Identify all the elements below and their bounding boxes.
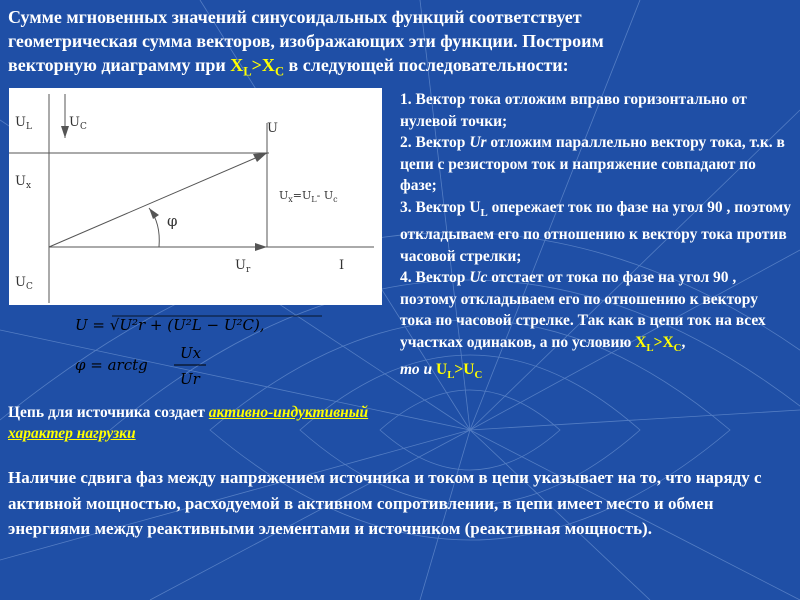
step-3: 3. Вектор $U_L$ опережает ток по фазе на угол 90 , поэтому откладываем его по отношению к вектору тока против часовой стрелки;	[400, 198, 791, 265]
formulas	[60, 308, 350, 394]
label-ux-equation: $U_x=U_L-$ $U_c$	[279, 189, 338, 204]
heading-line-1: Сумме мгновенных значений синусоидальных функций соответствует	[8, 7, 582, 27]
label-uc-top: $U_C$	[69, 115, 87, 132]
label-ux: $U_x$	[15, 174, 32, 191]
heading-line-3-end: в следующей последовательности:	[284, 55, 569, 75]
heading-line-2: геометрическая сумма векторов, изображающих эти функции. Построим	[8, 31, 604, 51]
label-uc-bottom: $U_C$	[15, 275, 33, 292]
bottom-paragraph: Наличие сдвига фаз между напряжением источника и током в цепи указывает на то, что наряду с активной мощностью, расходуемой в активном сопротивлении, в цепи имеет место и обмен энергиями между реактивными элементами и источником (реактивная мощность).	[8, 468, 762, 538]
label-ul: $U_L$	[15, 115, 32, 132]
steps-list	[400, 89, 792, 387]
label-phi: φ	[167, 212, 178, 230]
page-heading	[8, 5, 793, 84]
heading-line-3: векторную диаграмму при	[8, 55, 231, 75]
formula-phi-denominator: Ur	[180, 370, 200, 388]
step-2: 2. Вектор Ur отложим параллельно вектору тока, т.к. в цепи с резистором ток и напряжение совпадают по фазе;	[400, 134, 785, 194]
label-i: I	[339, 258, 345, 273]
load-character-note: Цепь для источника создает активно-индуктивный характер нагрузки	[8, 404, 369, 442]
formula-phi-numerator: Ux	[180, 344, 202, 362]
load-character-highlight: активно-индуктивный характер нагрузки	[8, 404, 369, 442]
step-1: 1. Вектор тока отложим вправо горизонтально от нулевой точки;	[400, 91, 747, 130]
heading-condition: $X_L>X_C$	[230, 55, 285, 79]
vector-diagram	[9, 88, 382, 305]
step-4: 4. Вектор Uc отстает от тока по фазе на угол 90 , поэтому откладываем его по отношению к вектору тока по часовой стрелке. Так как в цепи ток на всех участках одинаков, а по условию $X_L>X_C$, то и $U_L>U_C$	[400, 269, 766, 382]
formula-u: U = √U²r + (U²L − U²C),	[75, 316, 265, 334]
label-ur: $U_r$	[235, 258, 251, 275]
formula-phi: φ = arctg	[75, 356, 148, 374]
label-u: U	[267, 121, 278, 136]
